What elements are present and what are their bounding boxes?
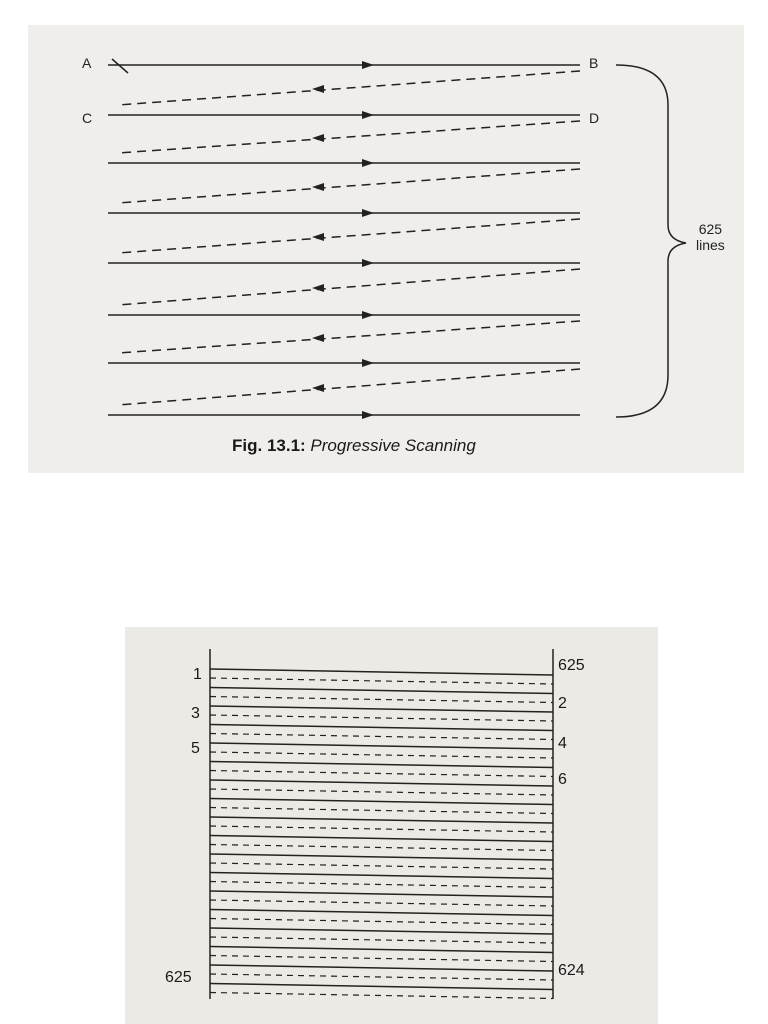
odd-field-line bbox=[210, 984, 553, 990]
scan-line-arrow bbox=[362, 311, 374, 319]
odd-field-line bbox=[210, 688, 553, 694]
odd-field-line bbox=[210, 836, 553, 842]
even-field-line bbox=[210, 882, 553, 888]
scan-line-arrow bbox=[362, 159, 374, 167]
even-field-line bbox=[210, 974, 553, 980]
even-field-line bbox=[210, 937, 553, 943]
retrace-line-arrow bbox=[312, 384, 324, 392]
even-field-line bbox=[210, 752, 553, 758]
retrace-line bbox=[118, 121, 580, 153]
odd-field-line bbox=[210, 854, 553, 860]
odd-field-line bbox=[210, 928, 553, 934]
scan-line-arrow bbox=[362, 61, 374, 69]
scan-line-arrow bbox=[362, 411, 374, 419]
brace-label bbox=[696, 221, 725, 253]
retrace-line-arrow bbox=[312, 334, 324, 342]
even-field-line bbox=[210, 956, 553, 962]
retrace-line bbox=[118, 269, 580, 305]
progressive-scan-lines bbox=[28, 25, 744, 473]
scan-line-arrow bbox=[362, 209, 374, 217]
right-number-2: 2 bbox=[558, 695, 567, 712]
retrace-line bbox=[118, 71, 580, 105]
odd-field-line bbox=[210, 762, 553, 768]
scan-line-arrow bbox=[362, 359, 374, 367]
even-field-line bbox=[210, 734, 553, 740]
right-number-6: 6 bbox=[558, 771, 567, 788]
left-number-1: 1 bbox=[193, 666, 202, 683]
right-number-625: 625 bbox=[558, 657, 585, 674]
scan-line-arrow bbox=[362, 259, 374, 267]
even-field-line bbox=[210, 715, 553, 721]
caption-title: Progressive Scanning bbox=[310, 436, 476, 455]
even-field-line bbox=[210, 900, 553, 906]
even-field-line bbox=[210, 845, 553, 851]
odd-field-line bbox=[210, 965, 553, 971]
even-field-line bbox=[210, 919, 553, 925]
brace-label-count: 625 bbox=[698, 221, 723, 237]
odd-field-line bbox=[210, 910, 553, 916]
odd-field-line bbox=[210, 725, 553, 731]
figure-caption bbox=[232, 436, 476, 456]
retrace-line-arrow bbox=[312, 85, 324, 93]
retrace-line bbox=[118, 219, 580, 253]
even-field-line bbox=[210, 697, 553, 703]
even-field-line bbox=[210, 863, 553, 869]
odd-field-line bbox=[210, 706, 553, 712]
label-d: D bbox=[589, 110, 600, 126]
odd-field-line bbox=[210, 817, 553, 823]
progressive-scanning-figure bbox=[28, 25, 744, 473]
interlaced-scanning-figure bbox=[125, 627, 658, 1024]
left-number-625: 625 bbox=[165, 969, 192, 986]
even-field-line bbox=[210, 789, 553, 795]
left-number-5: 5 bbox=[191, 740, 200, 757]
right-number-624: 624 bbox=[558, 962, 585, 979]
label-b: B bbox=[589, 55, 599, 71]
retrace-line-arrow bbox=[312, 134, 324, 142]
brace bbox=[616, 65, 686, 417]
even-field-line bbox=[210, 993, 553, 999]
odd-field-line bbox=[210, 947, 553, 953]
start-tick bbox=[112, 59, 128, 73]
odd-field-line bbox=[210, 891, 553, 897]
even-field-line bbox=[210, 771, 553, 777]
retrace-line-arrow bbox=[312, 284, 324, 292]
label-c: C bbox=[82, 110, 93, 126]
odd-field-line bbox=[210, 799, 553, 805]
right-number-4: 4 bbox=[558, 735, 567, 752]
even-field-line bbox=[210, 826, 553, 832]
brace-label-unit: lines bbox=[696, 237, 725, 253]
caption-prefix: Fig. 13.1: bbox=[232, 436, 306, 455]
odd-field-line bbox=[210, 743, 553, 749]
odd-field-line bbox=[210, 669, 553, 675]
odd-field-line bbox=[210, 873, 553, 879]
left-number-3: 3 bbox=[191, 705, 200, 722]
retrace-line bbox=[118, 321, 580, 353]
scan-line-arrow bbox=[362, 111, 374, 119]
even-field-line bbox=[210, 678, 553, 684]
retrace-line bbox=[118, 169, 580, 203]
even-field-line bbox=[210, 808, 553, 814]
odd-field-line bbox=[210, 780, 553, 786]
label-a: A bbox=[82, 55, 92, 71]
retrace-line-arrow bbox=[312, 183, 324, 191]
retrace-line-arrow bbox=[312, 233, 324, 241]
retrace-line bbox=[118, 369, 580, 405]
